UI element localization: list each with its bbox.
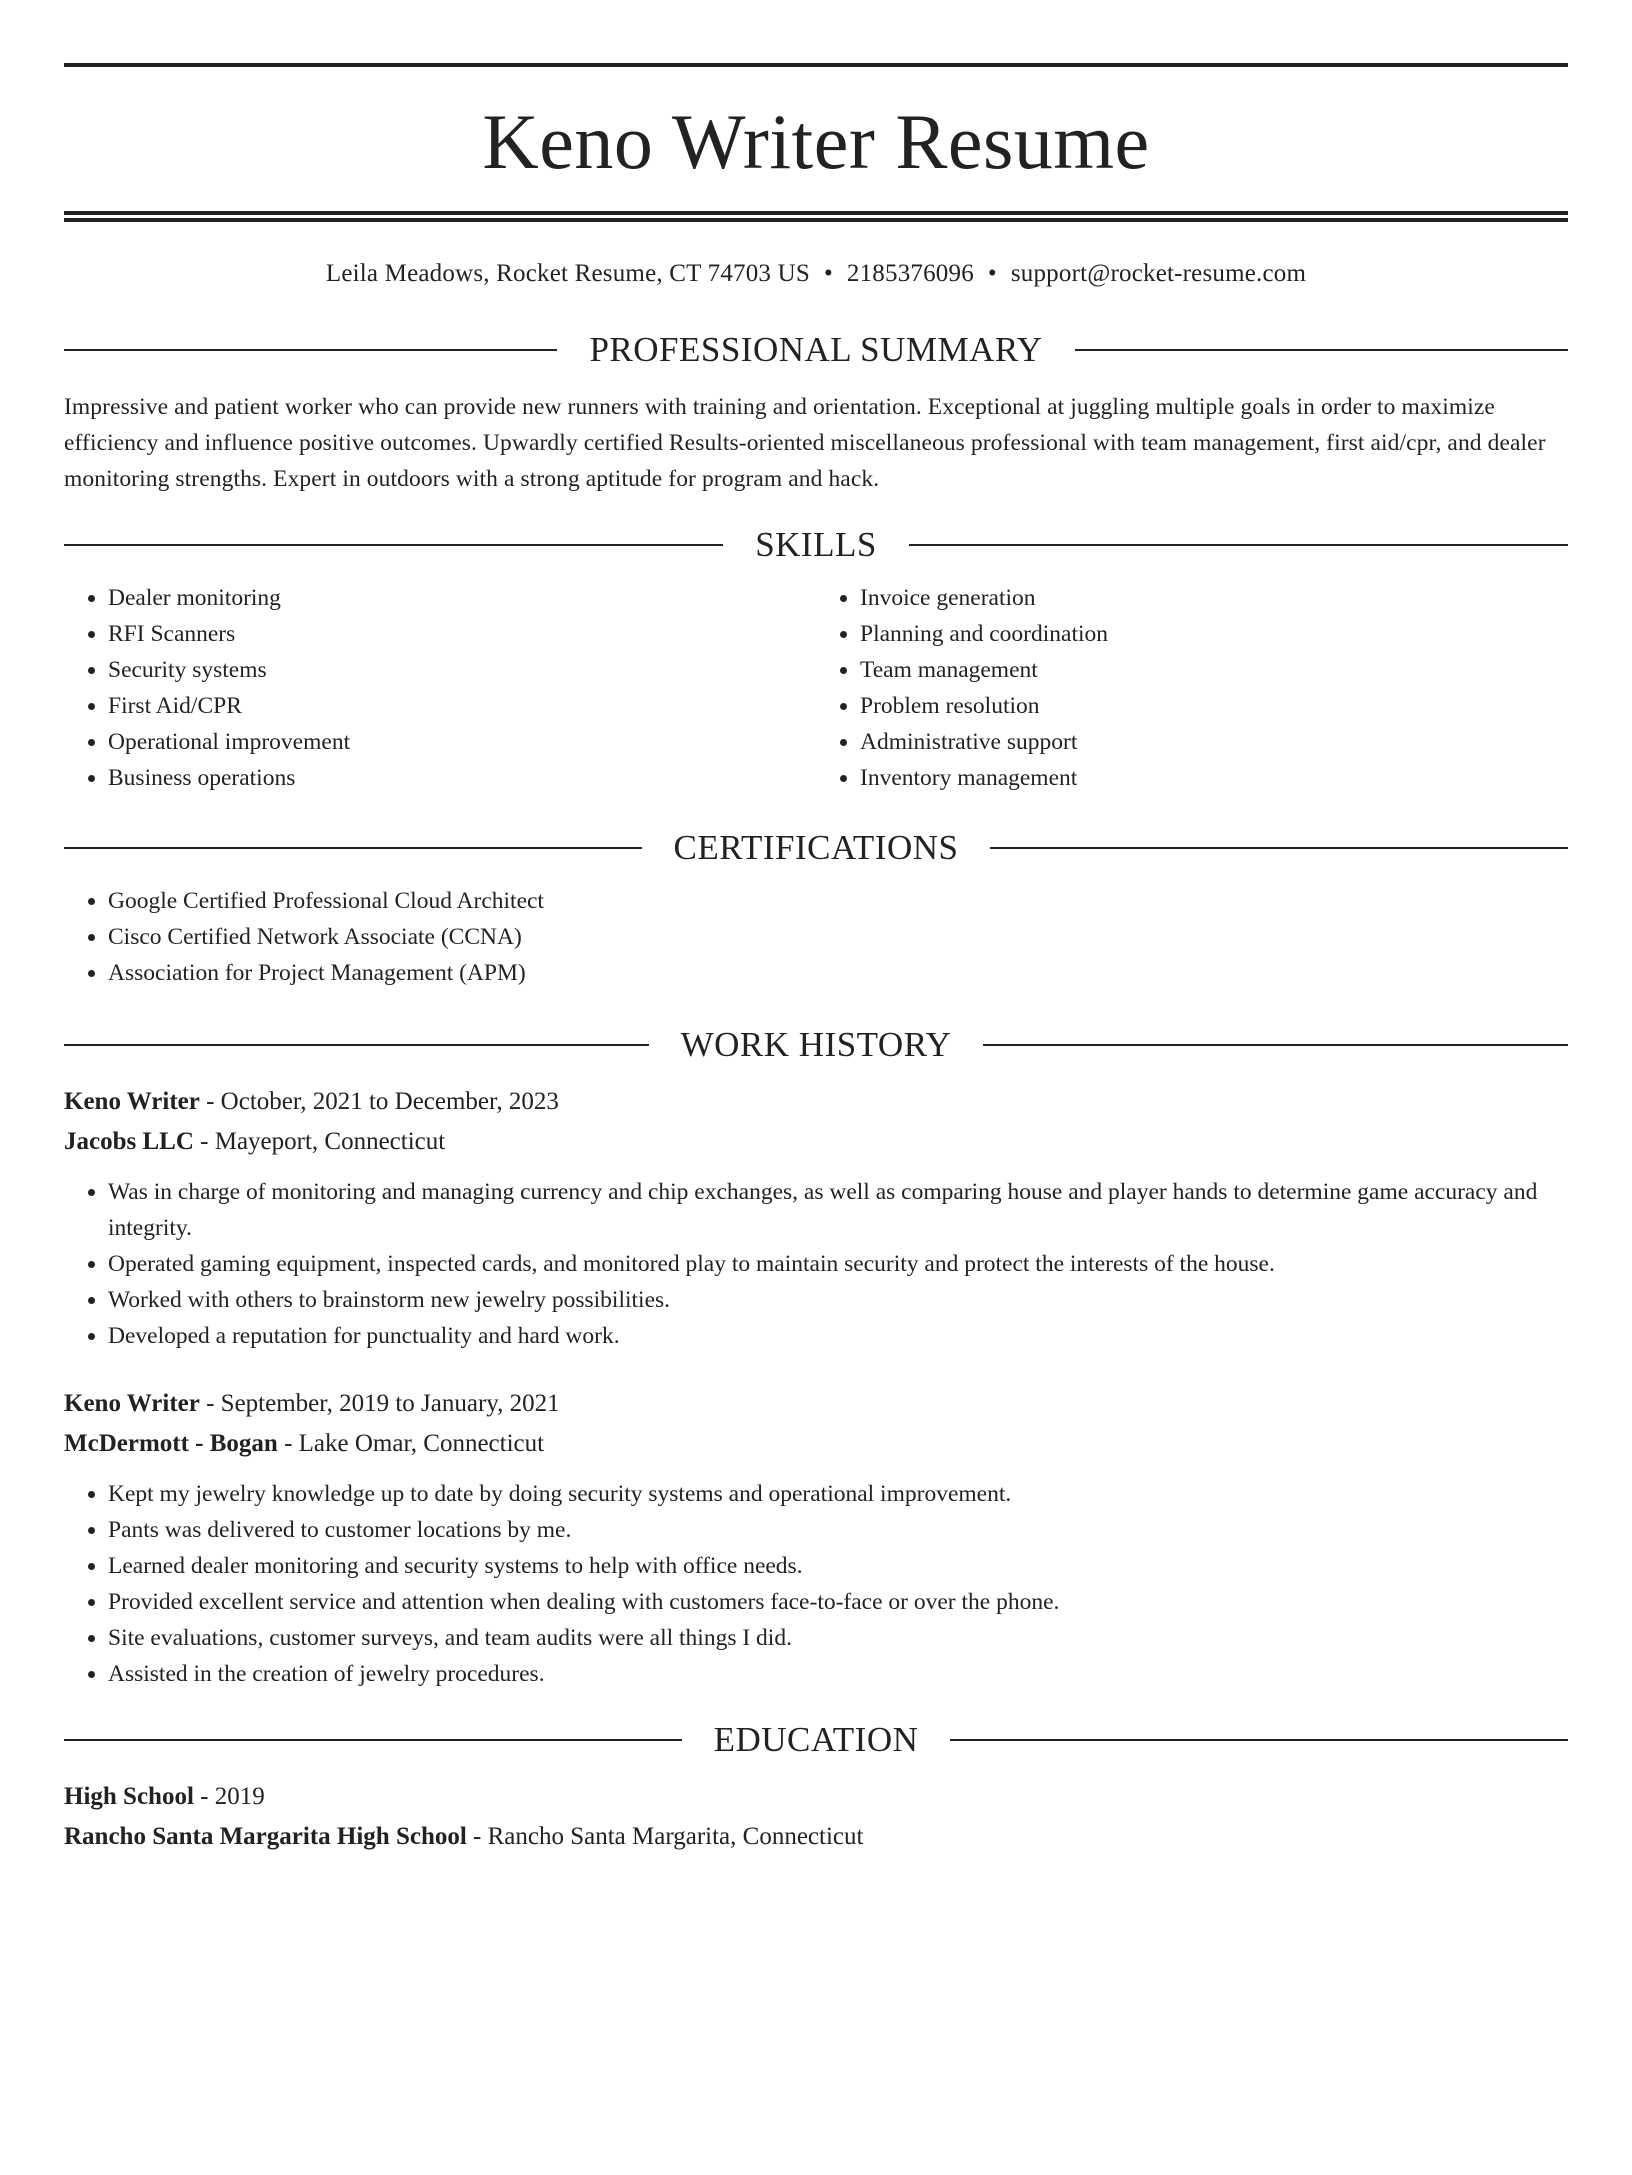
certification-item: • Cisco Certified Network Associate (CCNA) <box>108 919 1568 955</box>
certifications-section-heading <box>64 830 1568 865</box>
job-bullet: • Operated gaming equipment, inspected cards, and monitored play to maintain security and protect the interests of the house. <box>108 1246 1568 1282</box>
contact-separator: • <box>987 260 997 287</box>
skills-heading-label: SKILLS <box>755 525 877 564</box>
certifications-list <box>64 883 1568 991</box>
skill-item: • Team management <box>860 652 1568 688</box>
work-history-heading-label: WORK HISTORY <box>680 1025 952 1064</box>
title-bottom-double-rule <box>64 211 1568 222</box>
skill-item: • Problem resolution <box>860 688 1568 724</box>
certification-item: • Google Certified Professional Cloud Architect <box>108 883 1568 919</box>
education-school-line <box>64 1817 1568 1857</box>
job-entry <box>64 1082 1568 1354</box>
heading-rule-right <box>983 1044 1568 1046</box>
job-location: - Mayeport, Connecticut <box>193 1128 446 1155</box>
skills-list-left <box>64 580 816 796</box>
heading-rule-right <box>950 1739 1568 1741</box>
job-bullet: • Learned dealer monitoring and security systems to help with office needs. <box>108 1548 1568 1584</box>
job-company-line <box>64 1424 1568 1464</box>
job-bullet: • Developed a reputation for punctuality and hard work. <box>108 1318 1568 1354</box>
skill-item: • RFI Scanners <box>108 616 816 652</box>
job-bullet: • Pants was delivered to customer locations by me. <box>108 1512 1568 1548</box>
skill-item: • Planning and coordination <box>860 616 1568 652</box>
resume-title: Keno Writer Resume <box>482 98 1150 185</box>
contact-email: support@rocket-resume.com <box>1010 260 1307 287</box>
job-entry <box>64 1384 1568 1692</box>
job-dates: - September, 2019 to January, 2021 <box>199 1390 560 1417</box>
job-bullet: • Kept my jewelry knowledge up to date by doing security systems and operational improvement. <box>108 1476 1568 1512</box>
heading-rule-left <box>64 544 723 546</box>
heading-rule-right <box>909 544 1568 546</box>
contact-phone: 2185376096 <box>846 260 974 287</box>
job-bullet: • Site evaluations, customer surveys, and team audits were all things I did. <box>108 1620 1568 1656</box>
contact-line <box>64 260 1568 288</box>
skill-item: • Inventory management <box>860 760 1568 796</box>
job-company: McDermott - Bogan <box>64 1430 278 1457</box>
education-degree: High School <box>64 1783 194 1810</box>
job-title: Keno Writer <box>64 1088 200 1115</box>
heading-rule-left <box>64 349 557 351</box>
skill-item: • Dealer monitoring <box>108 580 816 616</box>
job-bullet: • Was in charge of monitoring and managing currency and chip exchanges, as well as comparing house and player hands to determine game accuracy and integrity. <box>108 1174 1568 1246</box>
certifications-heading-label: CERTIFICATIONS <box>673 828 959 867</box>
heading-rule-left <box>64 847 642 849</box>
education-year: - 2019 <box>193 1783 265 1810</box>
education-degree-line <box>64 1777 1568 1817</box>
education-heading-label: EDUCATION <box>713 1720 919 1759</box>
skills-section-heading <box>64 527 1568 562</box>
job-title-line <box>64 1384 1568 1424</box>
job-company-line <box>64 1122 1568 1162</box>
contact-address: Leila Meadows, Rocket Resume, CT 74703 US <box>325 260 810 287</box>
skill-item: • Security systems <box>108 652 816 688</box>
work-history-section-heading <box>64 1027 1568 1062</box>
summary-heading-label: PROFESSIONAL SUMMARY <box>589 330 1043 369</box>
job-dates: - October, 2021 to December, 2023 <box>199 1088 559 1115</box>
job-bullet: • Provided excellent service and attention when dealing with customers face-to-face or over the phone. <box>108 1584 1568 1620</box>
heading-rule-right <box>990 847 1568 849</box>
heading-rule-left <box>64 1739 682 1741</box>
title-top-rule <box>64 63 1568 67</box>
heading-rule-left <box>64 1044 649 1046</box>
skill-item: • First Aid/CPR <box>108 688 816 724</box>
summary-text: Impressive and patient worker who can provide new runners with training and orientation. Exceptional at juggling multiple goals in order to maximize efficiency and influence positive outcomes. Upwardly certified Results-oriented miscellaneous professional with team management, first aid/cpr, and dealer monitoring strengths. Expert in outdoors with a strong aptitude for program and hack. <box>64 394 1546 492</box>
skills-columns <box>64 580 1568 796</box>
job-company: Jacobs LLC <box>64 1128 194 1155</box>
job-bullet: • Worked with others to brainstorm new jewelry possibilities. <box>108 1282 1568 1318</box>
skill-item: • Operational improvement <box>108 724 816 760</box>
heading-rule-right <box>1075 349 1568 351</box>
resume-page <box>0 63 1632 2175</box>
skill-item: • Invoice generation <box>860 580 1568 616</box>
skill-item: • Administrative support <box>860 724 1568 760</box>
education-entry <box>64 1777 1568 1857</box>
job-title-line <box>64 1082 1568 1122</box>
contact-separator: • <box>823 260 833 287</box>
skill-item: • Business operations <box>108 760 816 796</box>
education-school: Rancho Santa Margarita High School <box>64 1823 467 1850</box>
job-location: - Lake Omar, Connecticut <box>277 1430 545 1457</box>
education-section-heading <box>64 1722 1568 1757</box>
job-title: Keno Writer <box>64 1390 200 1417</box>
job-bullet: • Assisted in the creation of jewelry procedures. <box>108 1656 1568 1692</box>
education-location: - Rancho Santa Margarita, Connecticut <box>466 1823 864 1850</box>
job-bullets <box>64 1174 1568 1354</box>
skills-list-right <box>816 580 1568 796</box>
summary-section-heading <box>64 332 1568 367</box>
certification-item: • Association for Project Management (APM) <box>108 955 1568 991</box>
job-bullets <box>64 1476 1568 1692</box>
